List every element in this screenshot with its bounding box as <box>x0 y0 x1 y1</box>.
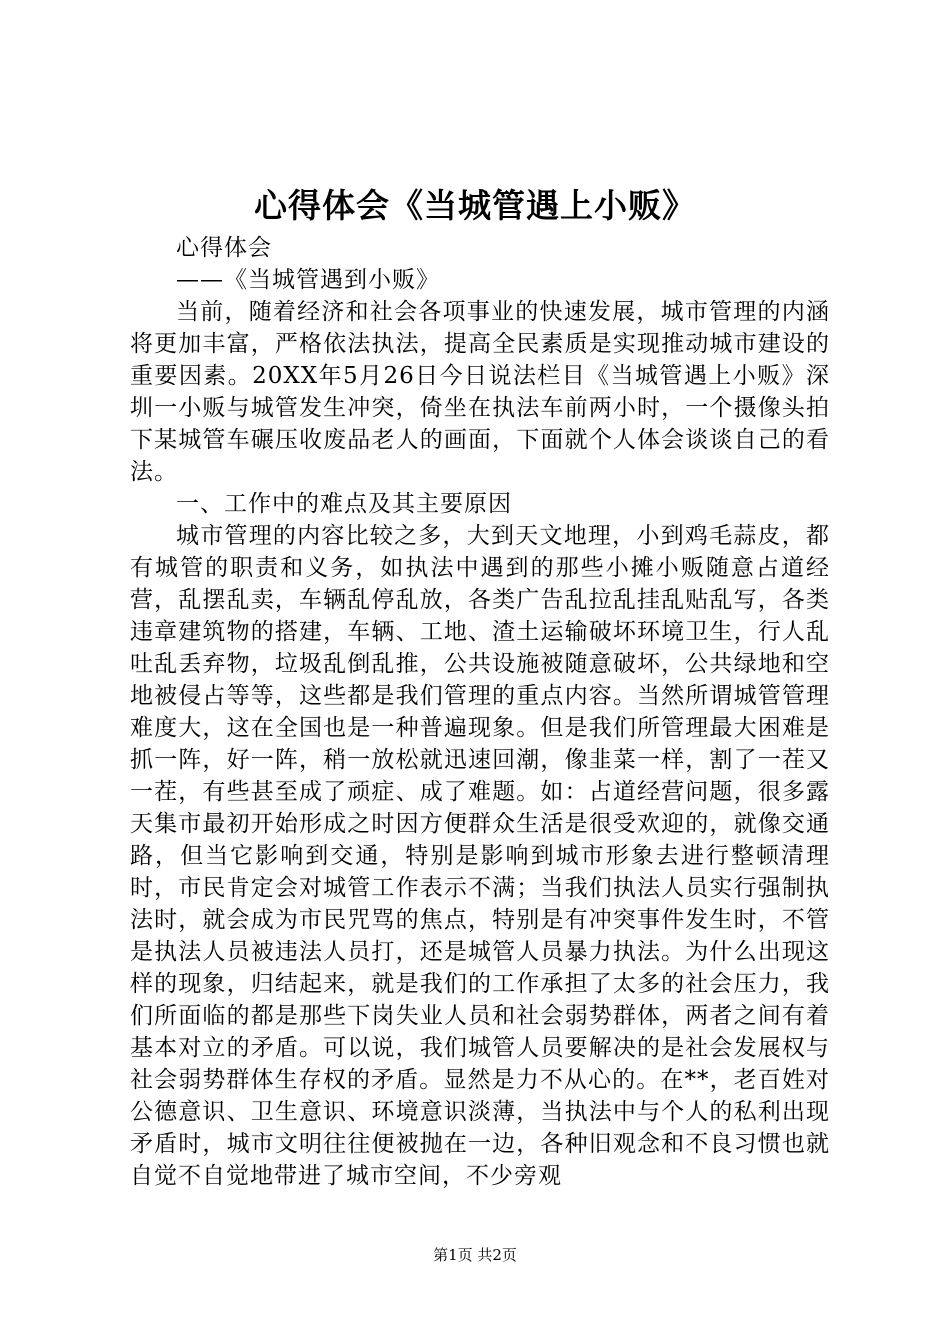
paragraph-heading: 心得体会 <box>176 235 272 261</box>
document-body <box>130 232 830 1192</box>
paragraph-body: 城市管理的内容比较之多，大到天文地理，小到鸡毛蒜皮，都有城管的职责和义务，如执法中遇到的那些小摊小贩随意占道经营，乱摆乱卖，车辆乱停乱放，各类广告乱拉乱挂乱贴乱写，各类违章建筑物的搭建，车辆、工地、渣土运输破坏环境卫生，行人乱吐乱丢弃物，垃圾乱倒乱推，公共设施被随意破坏，公共绿地和空地被侵占等等，这些都是我们管理的重点内容。当然所谓城管管理难度大，这在全国也是一种普遍现象。但是我们所管理最大困难是抓一阵，好一阵，稍一放松就迅速回潮，像韭菜一样，割了一茬又一茬，有些甚至成了顽症、成了难题。如：占道经营问题，很多露天集市最初开始形成之时因方便群众生活是很受欢迎的，就像交通路，但当它影响到交通，特别是影响到城市形象去进行整顿清理时，市民肯定会对城管工作表示不满；当我们执法人员实行强制执法时，就会成为市民咒骂的焦点，特别是有冲突事件发生时，不管是执法人员被违法人员打，还是城管人员暴力执法。为什么出现这样的现象，归结起来，就是我们的工作承担了太多的社会压力，我们所面临的都是那些下岗失业人员和社会弱势群体，两者之间有着基本对立的矛盾。可以说，我们城管人员要解决的是社会发展权与社会弱势群体生存权的矛盾。显然是力不从心的。在**，老百姓对公德意识、卫生意识、环境意识淡薄，当执法中与个人的私利出现矛盾时，城市文明往往便被抛在一边，各种旧观念和不良习惯也就自觉不自觉地带进了城市空间，不少旁观 <box>130 523 830 1189</box>
paragraph-intro: 当前，随着经济和社会各项事业的快速发展，城市管理的内涵将更加丰富，严格依法执法，提高全民素质是实现推动城市建设的重要因素。20XX年5月26日今日说法栏目《当城管遇上小贩》深圳一小贩与城管发生冲突，倚坐在执法车前两小时，一个摄像头拍下某城管车碾压收废品老人的画面，下面就个人体会谈谈自己的看法。 <box>130 299 830 485</box>
paragraph-subtitle: ——《当城管遇到小贩》 <box>176 267 440 293</box>
document-title: 心得体会《当城管遇上小贩》 <box>254 186 696 225</box>
page-number-footer: 第1页 共2页 <box>433 1246 517 1264</box>
section-heading: 一、工作中的难点及其主要原因 <box>176 491 512 517</box>
